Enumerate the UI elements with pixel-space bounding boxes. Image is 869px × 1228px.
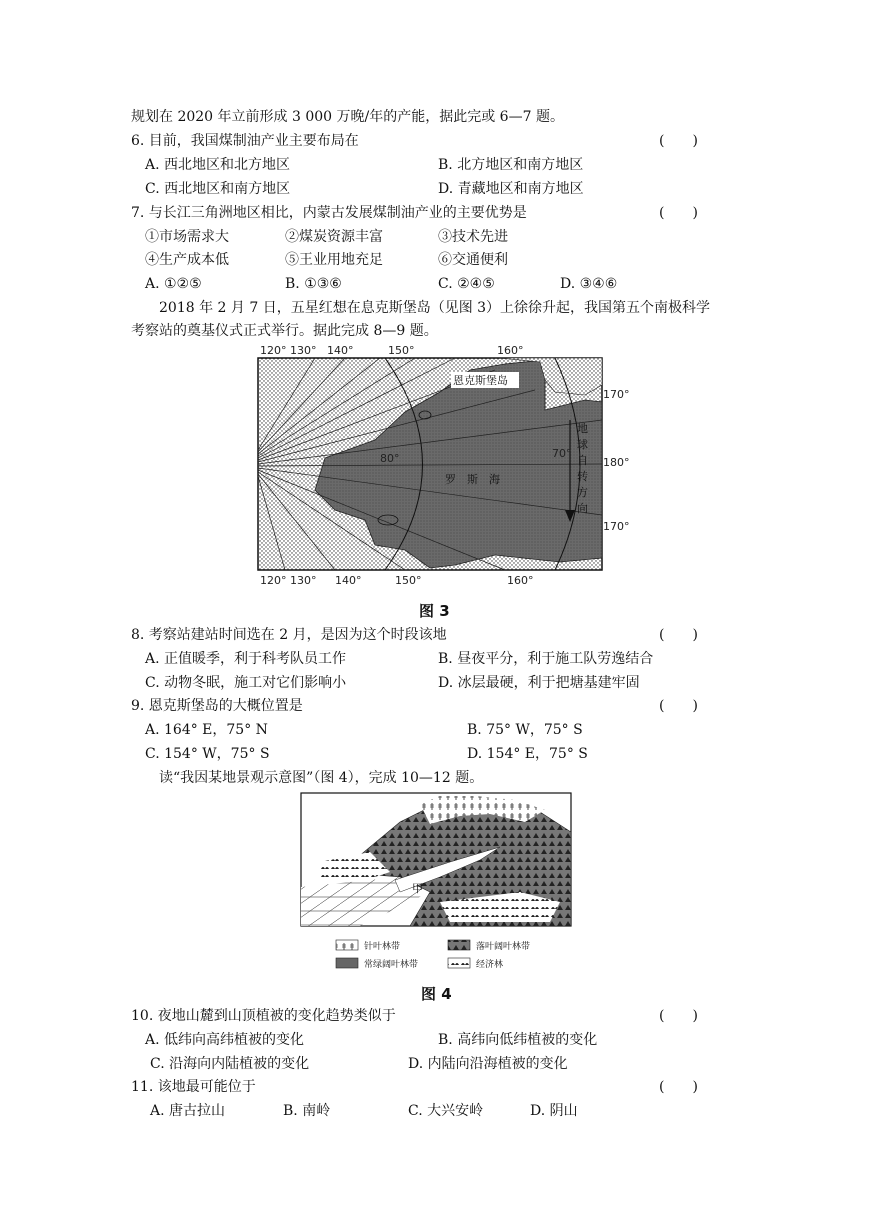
answer-blank-9[interactable]: ( )	[659, 698, 698, 714]
q11-option-d: D. 阴山	[530, 1103, 578, 1119]
legend-conifer: 针叶林带	[364, 942, 401, 952]
question-6-stem: 6. 目前，我国煤制油产业主要布局在	[131, 133, 359, 149]
bottom-tick-140: 140°	[335, 574, 362, 587]
answer-blank-10[interactable]: ( )	[659, 1008, 698, 1024]
answer-blank-6[interactable]: ( )	[659, 133, 698, 149]
q7-item-1: ①市场需求大	[145, 229, 229, 245]
latitude-70-label: 70°	[552, 447, 572, 460]
right-tick-170-top: 170°	[603, 388, 630, 401]
legend-conifer-swatch	[336, 940, 358, 950]
q7-option-c: C. ②④⑤	[438, 276, 495, 292]
question-8-stem: 8. 考察站建站时间选在 2 月，是因为这个时段该地	[131, 627, 447, 643]
answer-blank-8[interactable]: ( )	[659, 627, 698, 643]
top-tick-130: 130°	[290, 344, 317, 357]
top-tick-140: 140°	[327, 344, 354, 357]
q6-option-b: B. 北方地区和南方地区	[438, 157, 584, 173]
answer-blank-7[interactable]: ( )	[659, 205, 698, 221]
island-label: 恩克斯堡岛	[453, 374, 508, 387]
latitude-80-label: 80°	[380, 452, 400, 465]
q10-option-c: C. 沿海向内陆植被的变化	[150, 1056, 310, 1072]
q8-option-a: A. 正值暖季，利于科考队员工作	[145, 651, 347, 667]
passage-3-text: 读“我因某地景观示意图”（图 4），完成 10—12 题。	[159, 770, 484, 786]
bottom-tick-130: 130°	[290, 574, 317, 587]
q7-item-2: ②煤炭资源丰富	[285, 229, 383, 245]
question-11-stem: 11. 该地最可能位于	[131, 1079, 256, 1095]
passage-2-line-1: 2018 年 2 月 7 日，五星红想在息克斯堡岛（见图 3）上徐徐升起，我国第五个南极科学	[159, 300, 711, 316]
q9-option-d: D. 154° E，75° S	[467, 746, 588, 762]
q11-option-b: B. 南岭	[283, 1103, 331, 1119]
q10-option-d: D. 内陆向沿海植被的变化	[408, 1056, 568, 1072]
svg-text:球: 球	[577, 438, 588, 451]
q8-option-d: D. 冰层最硬，利于把塘基建牢固	[438, 675, 640, 691]
q8-option-c: C. 动物冬眠，施工对它们影响小	[145, 675, 347, 691]
q7-option-a: A. ①②⑤	[145, 276, 202, 292]
q8-option-b: B. 昼夜平分，利于施工队劳逸结合	[438, 651, 654, 667]
legend-deciduous-swatch	[448, 940, 470, 950]
intro-text: 规划在 2020 年立前形成 3 000 万晚/年的产能，据此完或 6—7 题。	[131, 109, 564, 125]
right-tick-180: 180°	[603, 456, 630, 469]
legend	[336, 940, 530, 970]
top-tick-120: 120°	[260, 344, 287, 357]
question-10-stem: 10. 夜地山麓到山顶植被的变化趋势类似于	[131, 1008, 396, 1024]
q6-option-c: C. 西北地区和南方地区	[145, 181, 291, 197]
q7-option-d: D. ③④⑥	[560, 276, 618, 292]
svg-text:转: 转	[577, 470, 588, 483]
legend-economic: 经济林	[476, 960, 504, 970]
bottom-tick-120: 120°	[260, 574, 287, 587]
q7-item-5: ⑤王业用地充足	[285, 252, 383, 268]
answer-blank-11[interactable]: ( )	[659, 1079, 698, 1095]
legend-evergreen-swatch	[336, 958, 358, 968]
q9-option-a: A. 164° E，75° N	[145, 722, 268, 738]
top-tick-150: 150°	[388, 344, 415, 357]
bottom-tick-150: 150°	[395, 574, 422, 587]
question-7-stem: 7. 与长江三角洲地区相比，内蒙古发展煤制油产业的主要优势是	[131, 205, 527, 221]
q9-option-b: B. 75° W，75° S	[467, 722, 583, 738]
q7-item-6: ⑥交通便利	[438, 252, 508, 268]
legend-evergreen: 常绿阔叶林带	[364, 960, 419, 970]
marker-jia: 甲	[412, 882, 423, 895]
q7-item-3: ③技术先进	[438, 229, 508, 245]
legend-economic-swatch	[448, 958, 470, 968]
svg-text:地: 地	[577, 422, 588, 435]
q9-option-c: C. 154° W，75° S	[145, 746, 270, 762]
passage-2-line-2: 考察站的奠基仪式正式举行。据此完成 8—9 题。	[131, 323, 438, 339]
legend-deciduous: 落叶阔叶林带	[476, 942, 531, 952]
svg-text:向: 向	[577, 502, 588, 515]
q11-option-a: A. 唐古拉山	[150, 1103, 226, 1119]
figure-3-caption: 图 3	[419, 602, 450, 620]
sea-label: 罗 斯 海	[445, 473, 500, 486]
q10-option-b: B. 高纬向低纬植被的变化	[438, 1032, 598, 1048]
q6-option-d: D. 青藏地区和南方地区	[438, 181, 584, 197]
q11-option-c: C. 大兴安岭	[408, 1103, 484, 1119]
figure-3-ross-sea-map	[255, 340, 630, 590]
top-tick-160: 160°	[497, 344, 524, 357]
svg-text:自: 自	[577, 454, 588, 467]
q7-item-4: ④生产成本低	[145, 252, 229, 268]
q6-option-a: A. 西北地区和北方地区	[145, 157, 291, 173]
figure-4-landscape	[300, 792, 572, 980]
question-9-stem: 9. 恩克斯堡岛的大概位置是	[131, 698, 303, 714]
q7-option-b: B. ①③⑥	[285, 276, 342, 292]
right-tick-170-bottom: 170°	[603, 520, 630, 533]
figure-4-caption: 图 4	[421, 985, 452, 1003]
q10-option-a: A. 低纬向高纬植被的变化	[145, 1032, 305, 1048]
svg-text:方: 方	[577, 486, 588, 499]
bottom-tick-160: 160°	[507, 574, 534, 587]
